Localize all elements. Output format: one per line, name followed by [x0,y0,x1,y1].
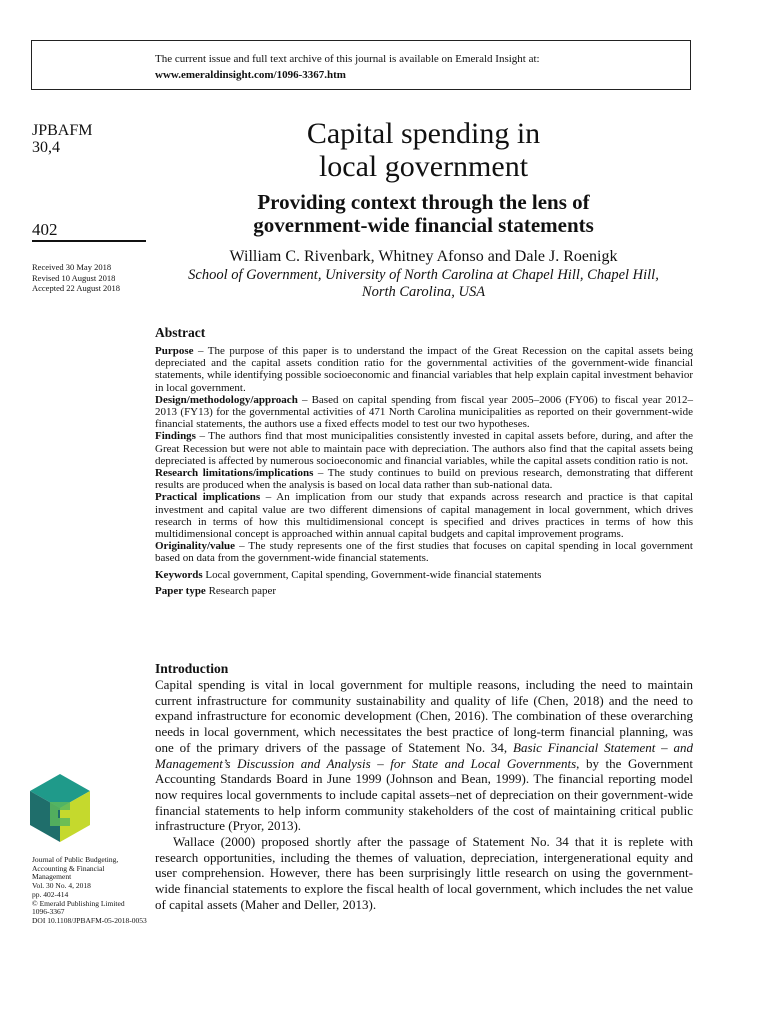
journal-info-line: Vol. 30 No. 4, 2018 [32,881,91,891]
originality-label: Originality/value [155,540,236,553]
journal-info-line: 1096-3367 [32,907,65,917]
design-text: – Based on capital spending from fiscal year 2005–2006 (FY06) to fiscal year 2012–2013 (FY13) for the governmental activities of 471 North Carolina municipalities as reported on their government-wide financial statements, the authors use a fixed effects model to test our two hypotheses. [155,393,693,431]
journal-abbrev: JPBAFM [32,122,93,139]
title-line-1: Capital spending in [306,117,541,150]
introduction-heading: Introduction [155,661,229,676]
keywords-text: Local government, Capital spending, Government-wide financial statements [202,568,542,581]
article-title [155,117,692,183]
affiliation-line-1: School of Government, University of North Carolina at Chapel Hill, Chapel Hill, [188,267,659,283]
abstract-purpose [155,345,693,394]
practical-label: Practical implications [155,491,261,504]
findings-text: – The authors find that most municipalities consistently invested in capital assets before, during, and after the Great Recession but were not able to maintain pace with depreciation. The authors also find that the capital assets being depreciated is affected by numerous socioeconomic and financial variables, while the capital assets condition ratio is not. [155,430,693,467]
archive-url-link[interactable]: www.emeraldinsight.com/1096-3367.htm [155,69,346,81]
received-date: Received 30 May 2018 [32,262,112,272]
journal-info-line: DOI 10.1108/JPBAFM-05-2018-0053 [32,915,147,925]
keywords [155,569,693,581]
paper-type-text: Research paper [205,584,277,597]
research-label: Research limitations/implications [155,467,314,480]
affiliation-line-2: North Carolina, USA [361,284,486,300]
subtitle-line-2: government-wide financial statements [253,213,594,237]
margin-divider [32,240,146,242]
intro-p1-part-b: , by the Government Accounting Standards Board in June 1999 (Johnson and Bean, 1999). The financial reporting model now requires local governments to include capital assets–net of depreciation on their government-wide financial statements to help inform community stakeholders of the cost of maintaining critical public infrastructure (Pryor, 2013). [155,755,693,834]
purpose-label: Purpose [155,345,194,357]
intro-p1-part-a: Capital spending is vital in local government for multiple reasons, including the need to maintain current infrastructure for community sustainability and quality of life (Chen, 2018) and the need to expand infrastructure for economic development (Chen, 2016). The combination of these overarching needs in local government, which necessitates the best practice of long-term financial planning, was one of the primary drivers of the passage of Statement No. 34, [155,677,693,755]
journal-publication-info [32,856,147,926]
design-label: Design/methodology/approach [155,393,298,406]
archive-notice-box [31,40,691,90]
abstract-research-limitations [155,467,693,491]
journal-info-line: Management [32,872,72,882]
originality-text: – The study represents one of the first studies that focuses on capital spending in local government based on data from the government-wide financial statements. [155,540,693,565]
page-number: 402 [32,220,58,239]
introduction-section [155,661,693,913]
volume-issue: 30,4 [32,139,60,156]
journal-info-line: © Emerald Publishing Limited [32,898,125,908]
subtitle-line-1: Providing context through the lens of [257,190,590,214]
abstract-findings [155,430,693,467]
findings-label: Findings [155,430,196,443]
abstract-practical [155,491,693,540]
abstract-section [155,325,693,597]
emerald-logo-icon [28,772,92,844]
title-line-2: local government [318,150,529,183]
abstract-design [155,394,693,431]
keywords-label: Keywords [155,568,203,581]
article-authors: William C. Rivenbark, Whitney Afonso and Dale J. Roenigk [229,248,618,265]
revised-date: Revised 10 August 2018 [32,272,116,283]
statement-title: Basic Financial Statement – and Management’s Discussion and Analysis – for State and Local Governments [155,739,693,771]
introduction-paragraph-1 [155,677,693,834]
research-text: – The study continues to build on previous research, demonstrating that different results are produced when the analysis is based on local data rather than sub-national data. [155,467,693,492]
archive-notice-text: The current issue and full text archive of this journal is available on Emerald Insight at: [155,53,540,65]
journal-info-line: Journal of Public Budgeting, [32,855,119,864]
article-subtitle [155,191,692,237]
abstract-originality [155,540,693,564]
journal-info-line: pp. 402-414 [32,889,69,899]
accepted-date: Accepted 22 August 2018 [32,283,121,293]
introduction-paragraph-2: Wallace (2000) proposed shortly after the passage of Statement No. 34 that it is replete with research opportunities, including the themes of valuation, depreciation, intergenerational equity and user comprehension. However, there has been surprisingly little research on using the government-wide financial statements to explore the fiscal health of local government, which includes the net value of capital assets (Maher and Deller, 2013). [155,834,693,912]
journal-abbrev-block [32,122,92,156]
article-dates [32,262,120,294]
purpose-text: – The purpose of this paper is to understand the impact of the Great Recession on the capital assets being depreciated and the capital assets condition ratio for the governmental activities of the government-wide financial statements, while identifying possible socioeconomic and financial variables that help explain capital investment behavior in local government. [155,345,693,394]
author-affiliation [155,267,692,301]
paper-type-label: Paper type [155,584,206,597]
abstract-heading: Abstract [155,325,206,340]
journal-info-line: Accounting & Financial [32,863,105,873]
practical-text: – An implication from our study that expands across research and practice is that capital investment and capital value are two different dimensions of capital management in local government, which drives research in terms of how this multidimensional concept is specified and drives practices in terms of how this multidimensional concept is approached within annual capital budgets and capital improvement programs. [155,491,694,541]
paper-type [155,585,693,597]
